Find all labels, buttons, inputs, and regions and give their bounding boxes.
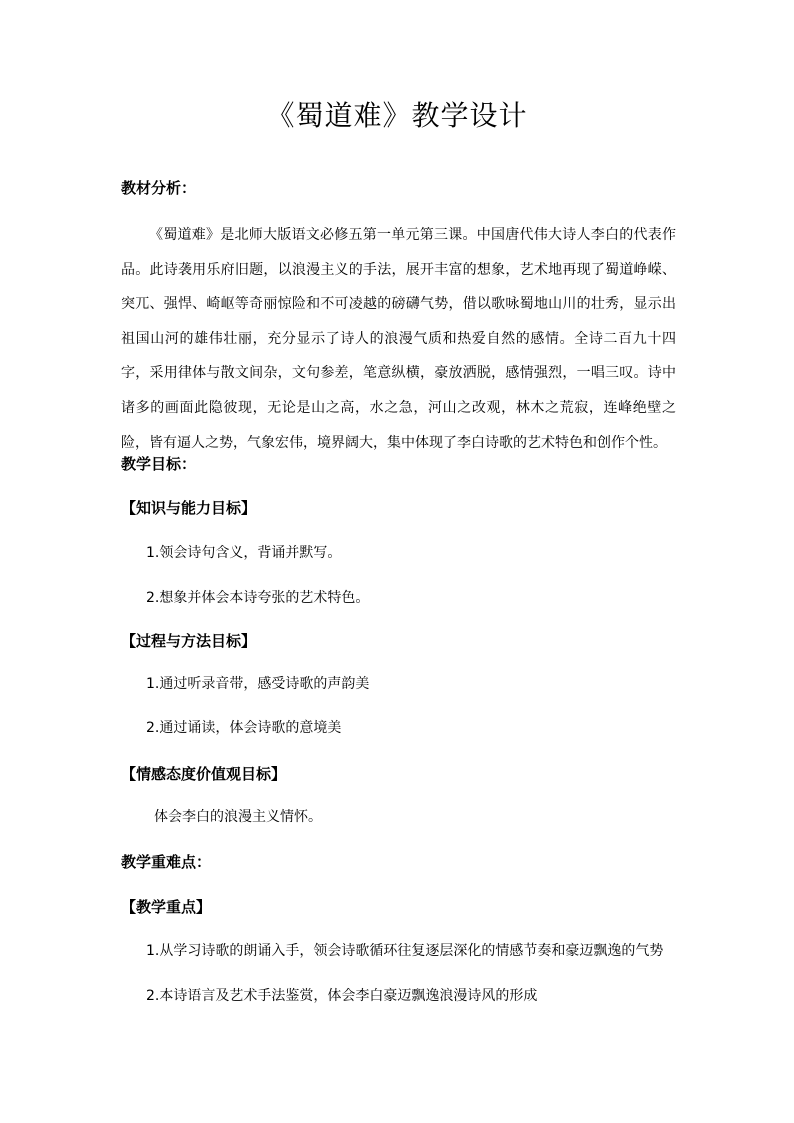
process-goal-item: 1.通过听录音带，感受诗歌的声韵美 <box>146 676 370 692</box>
emotion-goal-text: 体会李白的浪漫主义情怀。 <box>154 809 322 825</box>
teaching-focus-item: 2.本诗语言及艺术手法鉴赏，体会李白豪迈飘逸浪漫诗风的形成 <box>146 988 538 1004</box>
knowledge-goal-item: 2.想象并体会本诗夸张的艺术特色。 <box>146 590 370 606</box>
knowledge-goal-item: 1.领会诗句含义，背诵并默写。 <box>146 545 342 561</box>
material-analysis-heading: 教材分析： <box>121 179 197 197</box>
emotion-goals-heading: 【情感态度价值观目标】 <box>121 765 287 783</box>
process-goals-heading: 【过程与方法目标】 <box>121 632 257 650</box>
key-points-heading: 教学重难点： <box>121 853 212 871</box>
teaching-focus-item: 1.从学习诗歌的朗诵入手，领会诗歌循环往复逐层深化的情感节奏和豪迈飘逸的气势 <box>146 943 664 959</box>
knowledge-goals-heading: 【知识与能力目标】 <box>121 499 257 517</box>
material-analysis-paragraph: 《蜀道难》是北师大版语文必修五第一单元第三课。中国唐代伟大诗人李白的代表作品。此诗袭用乐府旧题，以浪漫主义的手法，展开丰富的想象，艺术地再现了蜀道峥嵘、突兀、强悍、崎岖等奇丽惊险和不可凌越的磅礴气势，借以歌咏蜀地山川的壮秀，显示出祖国山河的雄伟壮丽，充分显示了诗人的浪漫气质和热爱自然的感情。全诗二百九十四字，采用律体与散文间杂，文句参差，笔意纵横，豪放洒脱，感情强烈，一唱三叹。诗中诸多的画面此隐彼现，无论是山之高，水之急，河山之改观，林木之荒寂，连峰绝壁之险，皆有逼人之势，气象宏伟，境界阔大，集中体现了李白诗歌的艺术特色和创作个性。 <box>121 227 676 451</box>
document-title: 《蜀道难》教学设计 <box>266 99 528 132</box>
teaching-goals-heading: 教学目标： <box>121 455 197 473</box>
teaching-focus-heading: 【教学重点】 <box>121 898 212 916</box>
process-goal-item: 2.通过诵读，体会诗歌的意境美 <box>146 720 342 736</box>
